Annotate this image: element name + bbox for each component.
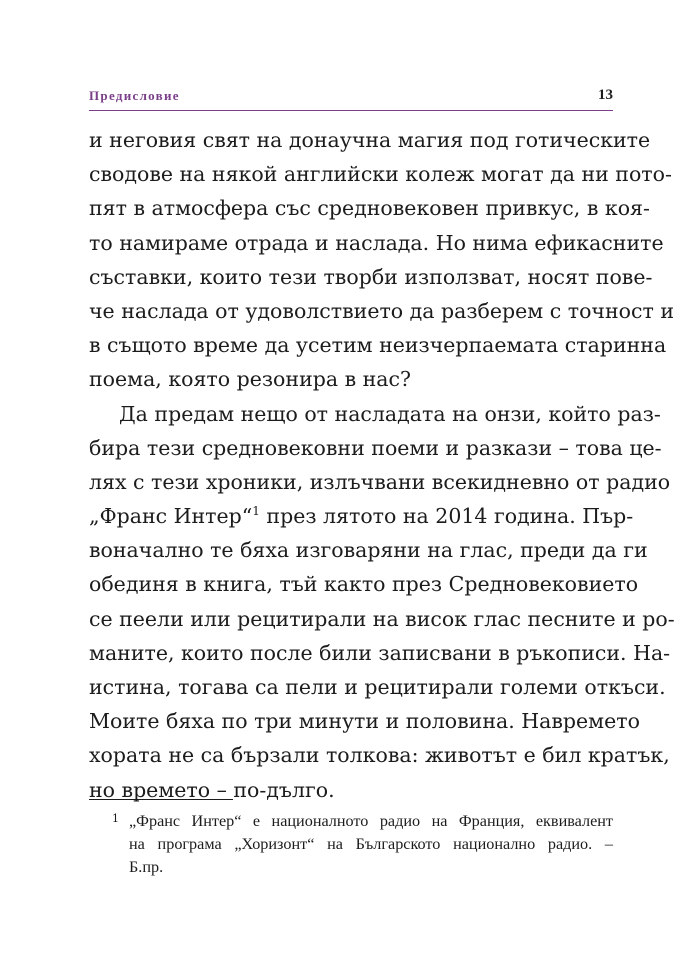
body-text: [89, 123, 675, 807]
text-line: воначално те бяха изговаряни на глас, преди да ги: [89, 538, 648, 563]
text-line: се пеели или рецитирали на висок глас песните и ро-: [89, 606, 675, 631]
text-line: в същото време да усетим неизчерпаемата старинна: [89, 333, 667, 358]
text-line: пят в атмосфера със средновековен привкус, в коя-: [89, 196, 650, 221]
text-line: то намираме отрада и наслада. Но нима ефикасните: [89, 230, 664, 255]
text-line: Моите бяха по три минути и половина. Навремето: [89, 709, 640, 734]
text-segment: през лятото на 2014 година. Пър-: [259, 504, 634, 529]
header-rule: [89, 110, 613, 111]
footnote-line: Б.пр.: [129, 858, 164, 876]
text-line: сводове на някой английски колеж могат да ни пото-: [89, 162, 672, 187]
text-line: Да предам нещо от насладата на онзи, който раз-: [119, 401, 661, 426]
running-title: Предисловие: [89, 88, 180, 103]
text-line: но времето – по-дълго.: [89, 777, 335, 802]
text-line: хората не са бързали толкова: животът е бил кратък,: [89, 743, 670, 768]
text-line: маните, които после били записвани в ръкописи. На-: [89, 640, 671, 665]
footnote-line: на програма „Хоризонт“ на Българското национално радио. –: [129, 835, 613, 853]
footnote-rule: [89, 799, 233, 800]
footnote-reference[interactable]: 1: [252, 504, 260, 519]
text-line: съставки, които тези творби използват, носят пове-: [89, 264, 653, 289]
text-line: истина, тогава са пели и рецитирали големи откъси.: [89, 675, 666, 699]
text-line: поема, която резонира в нас?: [89, 367, 412, 392]
text-line: лях с тези хроники, излъчвани всекидневно от радио: [89, 469, 671, 494]
footnote-number: 1: [112, 812, 119, 825]
text-line: обединя в книга, тъй както през Средновековието: [89, 572, 639, 597]
text-segment: „Франс Интер“: [89, 504, 253, 529]
footnote-line: „Франс Интер“ е националното радио на Франция, еквивалент: [129, 812, 613, 830]
text-line: че наслада от удоволствието да разберем с точност и: [89, 298, 674, 323]
footnote: [89, 810, 613, 879]
text-line-with-footnote: [89, 499, 634, 533]
text-line: бира тези средновековни поеми и разкази – това це-: [89, 435, 662, 460]
text-line: и неговия свят на донаучна магия под готическите: [89, 128, 651, 152]
page-number: 13: [598, 87, 613, 103]
page-header: [89, 82, 613, 112]
